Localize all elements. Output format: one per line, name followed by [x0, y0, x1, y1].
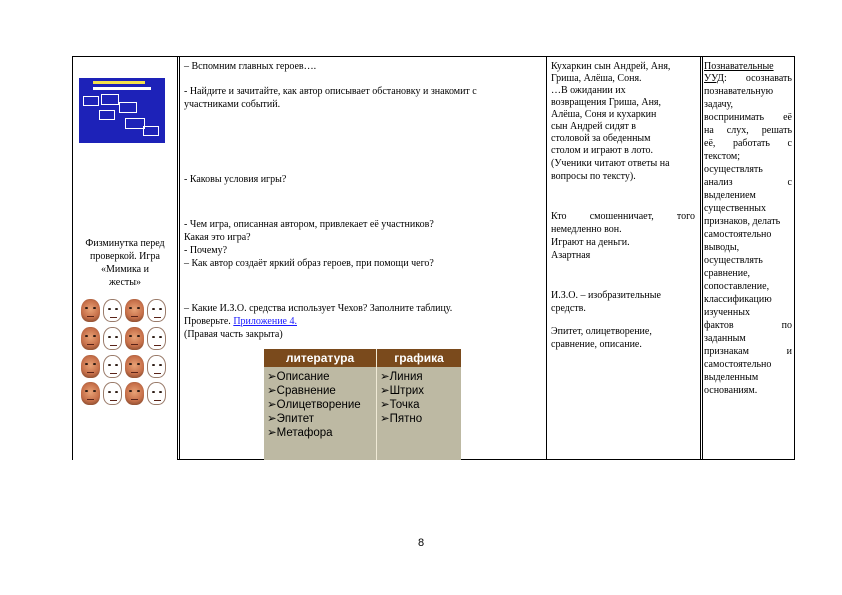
question-game-rules: - Каковы условия игры? [184, 174, 287, 185]
uud-line: её, работать с [704, 138, 792, 149]
uud-line: анализ с [704, 177, 792, 188]
question-setting-line-2: участниками событий. [184, 99, 281, 110]
graphics-item: ➢Пятно [380, 413, 423, 425]
answer-izo-line-1: И.З.О. – изобразительные [551, 290, 661, 301]
uud-line: осуществлять [704, 255, 763, 266]
uud-line: самостоятельно [704, 229, 772, 240]
answer-devices-line-2: сравнение, описание. [551, 339, 642, 350]
col-divider-3b [702, 56, 703, 460]
answer-izo-line-2: средств. [551, 303, 586, 314]
appendix-link[interactable]: Приложение 4. [233, 316, 297, 327]
uud-label: УУД [704, 73, 724, 84]
uud-line: выделенным [704, 372, 759, 383]
uud-line: осознавать [745, 73, 792, 84]
col1-activity-line-4: жесты» [109, 277, 141, 288]
answer-money: Играют на деньги. [551, 237, 630, 248]
uud-line: познавательную [704, 86, 774, 97]
col-divider-1 [177, 56, 178, 460]
question-attraction: - Чем игра, описанная автором, привлекает её участников? [184, 219, 434, 230]
col-divider-3 [700, 56, 701, 460]
col-divider-2 [546, 56, 547, 460]
question-game-type: Какая это игра? [184, 232, 251, 243]
question-heroes: – Вспомним главных героев…. [184, 61, 317, 72]
answer-heroes-line-9: (Ученики читают ответы на [551, 158, 670, 169]
uud-line: изученных [704, 307, 750, 318]
answer-heroes-line-10: вопросы по тексту). [551, 171, 636, 182]
answer-out: немедленно вон. [551, 224, 622, 235]
question-izo: – Какие И.З.О. средства использует Чехов? Заполните таблицу. [184, 303, 453, 314]
literature-item: ➢Эпитет [267, 413, 314, 425]
col-divider-1b [179, 56, 180, 460]
uud-heading: Познавательные [704, 61, 774, 72]
uud-line: сравнение, [704, 268, 751, 279]
answer-cheat: Кто смошенничает, того [551, 211, 695, 222]
slide-thumbnail [79, 78, 165, 143]
literature-item: ➢Сравнение [267, 385, 336, 397]
uud-line: задачу, [704, 99, 734, 110]
uud-line: существенных [704, 203, 767, 214]
answer-gambling: Азартная [551, 250, 591, 261]
answer-heroes-line-7: столовой за обеденным [551, 133, 651, 144]
col1-activity-line-3: «Мимика и [101, 264, 149, 275]
uud-line: фактов по [704, 320, 792, 331]
facial-expressions-image [81, 299, 166, 405]
answer-heroes-line-6: сын Андрей сидят в [551, 121, 637, 132]
question-image: – Как автор создаёт яркий образ героев, при помощи чего? [184, 258, 434, 269]
page-number: 8 [417, 537, 425, 549]
uud-line: заданным [704, 333, 746, 344]
question-setting-line-1: - Найдите и зачитайте, как автор описывает обстановку и знакомит с [184, 86, 477, 97]
uud-line: сопоставление, [704, 281, 770, 292]
col1-activity-line-2: проверкой. Игра [90, 251, 160, 262]
literature-item: ➢Описание [267, 371, 330, 383]
literature-item: ➢Метафора [267, 427, 333, 439]
graphics-item: ➢Линия [380, 371, 423, 383]
graphics-item: ➢Штрих [380, 385, 425, 397]
uud-line: признакам и [704, 346, 792, 357]
literature-item: ➢Олицетворение [267, 399, 361, 411]
uud-line: воспринимать её [704, 112, 792, 123]
check-label: Проверьте. [184, 316, 231, 327]
uud-line: самостоятельно [704, 359, 772, 370]
uud-line: на слух, решать [704, 125, 792, 136]
table-right-border [794, 56, 795, 460]
uud-line: признаков, делать [704, 216, 781, 227]
answer-heroes-line-5: Алёша, Соня и кухаркин [551, 109, 657, 120]
literature-graphics-table [264, 349, 461, 460]
table-top-border [72, 56, 795, 57]
literature-header: литература [285, 351, 355, 365]
uud-first-line: УУД: осознавать [704, 73, 792, 84]
answer-heroes-line-3: …В ожидании их [551, 85, 626, 96]
uud-line: основаниям. [704, 385, 758, 396]
answer-heroes-line-8: столом и играют в лото. [551, 145, 653, 156]
uud-line: классификацию [704, 294, 772, 305]
uud-line: осуществлять [704, 164, 763, 175]
uud-line: выводы, [704, 242, 740, 253]
uud-line: выделением [704, 190, 756, 201]
answer-heroes-line-4: возвращения Гриша, Аня, [551, 97, 662, 108]
check-line [184, 316, 297, 328]
col1-activity-line-1: Физминутка перед [85, 238, 165, 249]
answer-heroes-line-2: Гриша, Алёша, Соня. [551, 73, 642, 84]
answer-heroes-line-1: Кухаркин сын Андрей, Аня, [551, 61, 671, 72]
uud-line: текстом; [704, 151, 741, 162]
graphics-header: графика [394, 351, 444, 365]
closed-note: (Правая часть закрыта) [184, 329, 283, 340]
question-why: - Почему? [184, 245, 228, 256]
graphics-item: ➢Точка [380, 399, 420, 411]
answer-devices-line-1: Эпитет, олицетворение, [551, 326, 652, 337]
